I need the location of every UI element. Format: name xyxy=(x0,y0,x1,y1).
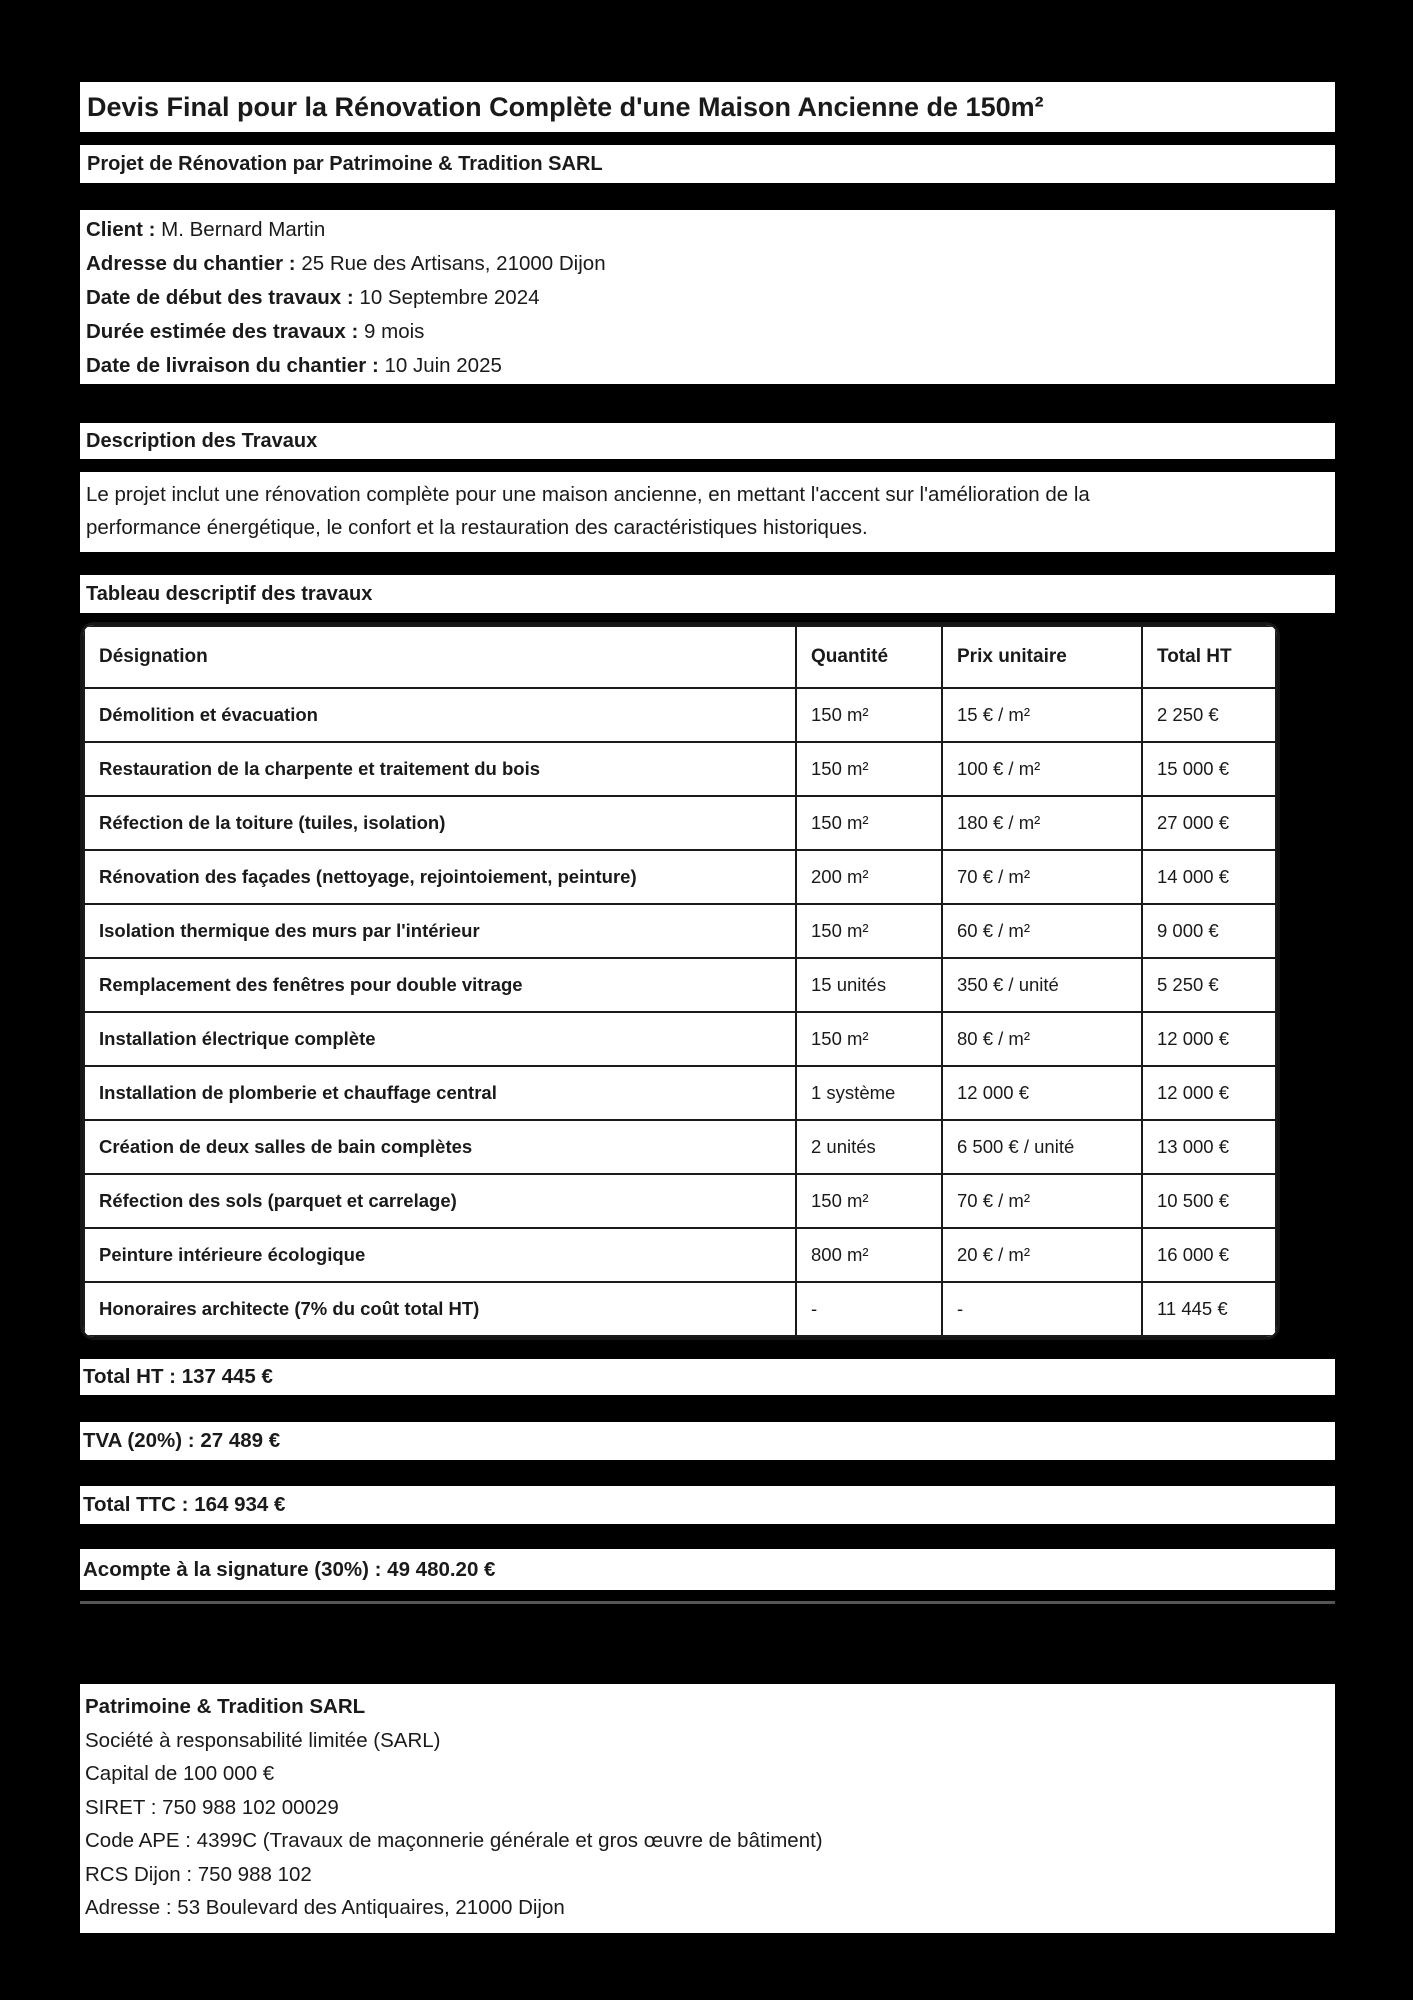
total-ht-line xyxy=(80,1359,1335,1395)
cell-designation: Réfection de la toiture (tuiles, isolation) xyxy=(84,796,796,850)
cell-total-ht: 9 000 € xyxy=(1142,904,1276,958)
cell-prix-unitaire: 15 € / m² xyxy=(942,688,1142,742)
table-row xyxy=(84,1120,1276,1174)
cell-designation: Rénovation des façades (nettoyage, rejointoiement, peinture) xyxy=(84,850,796,904)
cell-prix-unitaire: 80 € / m² xyxy=(942,1012,1142,1066)
table-row xyxy=(84,958,1276,1012)
cell-designation: Installation de plomberie et chauffage central xyxy=(84,1066,796,1120)
client-line xyxy=(86,281,1327,315)
cell-prix-unitaire: 70 € / m² xyxy=(942,1174,1142,1228)
table-row xyxy=(84,1282,1276,1336)
table-row xyxy=(84,742,1276,796)
client-value: M. Bernard Martin xyxy=(155,218,326,241)
cell-total-ht: 11 445 € xyxy=(1142,1282,1276,1336)
cell-prix-unitaire: 20 € / m² xyxy=(942,1228,1142,1282)
client-label: Durée estimée des travaux : xyxy=(86,320,359,343)
cell-total-ht: 14 000 € xyxy=(1142,850,1276,904)
client-line xyxy=(86,247,1327,281)
description-heading: Description des Travaux xyxy=(80,423,1335,459)
cell-prix-unitaire: 6 500 € / unité xyxy=(942,1120,1142,1174)
cell-quantite: 2 unités xyxy=(796,1120,942,1174)
document-subtitle: Projet de Rénovation par Patrimoine & Tradition SARL xyxy=(80,145,1335,183)
cell-total-ht: 27 000 € xyxy=(1142,796,1276,850)
cell-prix-unitaire: 100 € / m² xyxy=(942,742,1142,796)
cell-total-ht: 12 000 € xyxy=(1142,1012,1276,1066)
company-code-ape: Code APE : 4399C (Travaux de maçonnerie générale et gros œuvre de bâtiment) xyxy=(85,1829,823,1852)
table-row xyxy=(84,1066,1276,1120)
client-line xyxy=(86,315,1327,349)
cell-designation: Installation électrique complète xyxy=(84,1012,796,1066)
cell-total-ht: 16 000 € xyxy=(1142,1228,1276,1282)
cell-quantite: 150 m² xyxy=(796,904,942,958)
column-header-total-ht: Total HT xyxy=(1142,626,1276,688)
table-row xyxy=(84,850,1276,904)
cell-prix-unitaire: 180 € / m² xyxy=(942,796,1142,850)
cell-designation: Isolation thermique des murs par l'intérieur xyxy=(84,904,796,958)
cell-total-ht: 10 500 € xyxy=(1142,1174,1276,1228)
cell-prix-unitaire: 70 € / m² xyxy=(942,850,1142,904)
cell-prix-unitaire: 12 000 € xyxy=(942,1066,1142,1120)
cell-designation: Démolition et évacuation xyxy=(84,688,796,742)
client-label: Client : xyxy=(86,218,156,241)
cell-quantite: 200 m² xyxy=(796,850,942,904)
client-value: 10 Septembre 2024 xyxy=(353,286,540,309)
cell-prix-unitaire: 350 € / unité xyxy=(942,958,1142,1012)
company-name: Patrimoine & Tradition SARL xyxy=(85,1695,366,1718)
company-rcs: RCS Dijon : 750 988 102 xyxy=(85,1862,312,1886)
company-info-box xyxy=(80,1684,1335,1933)
cell-quantite: 15 unités xyxy=(796,958,942,1012)
client-line xyxy=(86,213,1327,247)
cell-designation: Peinture intérieure écologique xyxy=(84,1228,796,1282)
table-row xyxy=(84,688,1276,742)
acompte-label: Acompte à la signature (30%) : xyxy=(83,1558,382,1581)
cell-total-ht: 12 000 € xyxy=(1142,1066,1276,1120)
client-value: 25 Rue des Artisans, 21000 Dijon xyxy=(295,252,606,275)
table-row xyxy=(84,1012,1276,1066)
description-text: Le projet inclut une rénovation complète pour une maison ancienne, en mettant l'accent sur l'amélioration de la performance énergétique, le confort et la restauration des caractéristiques historiques. xyxy=(86,483,1090,539)
cell-total-ht: 5 250 € xyxy=(1142,958,1276,1012)
client-line xyxy=(86,349,1327,383)
cell-quantite: 150 m² xyxy=(796,1012,942,1066)
works-table xyxy=(80,622,1280,1340)
column-header-prix-unitaire: Prix unitaire xyxy=(942,626,1142,688)
cell-designation: Réfection des sols (parquet et carrelage) xyxy=(84,1174,796,1228)
column-header-designation: Désignation xyxy=(84,626,796,688)
tva-label: TVA (20%) : xyxy=(83,1429,195,1452)
cell-quantite: 1 système xyxy=(796,1066,942,1120)
column-header-quantite: Quantité xyxy=(796,626,942,688)
cell-quantite: 150 m² xyxy=(796,688,942,742)
acompte-line xyxy=(80,1549,1335,1590)
company-siret: SIRET : 750 988 102 00029 xyxy=(85,1795,339,1819)
cell-quantite: 800 m² xyxy=(796,1228,942,1282)
cell-quantite: 150 m² xyxy=(796,1174,942,1228)
cell-designation: Restauration de la charpente et traitement du bois xyxy=(84,742,796,796)
total-ht-value: 137 445 € xyxy=(176,1365,273,1388)
cell-designation: Remplacement des fenêtres pour double vitrage xyxy=(84,958,796,1012)
client-label: Adresse du chantier : xyxy=(86,252,296,275)
document-title: Devis Final pour la Rénovation Complète d'une Maison Ancienne de 150m² xyxy=(80,82,1335,132)
description-paragraph xyxy=(80,472,1335,552)
client-value: 10 Juin 2025 xyxy=(378,354,502,377)
cell-prix-unitaire: 60 € / m² xyxy=(942,904,1142,958)
cell-designation: Honoraires architecte (7% du coût total HT) xyxy=(84,1282,796,1336)
total-ttc-label: Total TTC : xyxy=(83,1493,189,1516)
tva-line xyxy=(80,1422,1335,1460)
acompte-value: 49 480.20 € xyxy=(381,1558,496,1581)
table-row xyxy=(84,1174,1276,1228)
table-row xyxy=(84,1228,1276,1282)
company-legal-form: Société à responsabilité limitée (SARL) xyxy=(85,1728,441,1752)
company-address: Adresse : 53 Boulevard des Antiquaires, 21000 Dijon xyxy=(85,1896,565,1919)
client-value: 9 mois xyxy=(358,320,425,343)
total-ttc-value: 164 934 € xyxy=(188,1493,286,1516)
cell-designation: Création de deux salles de bain complètes xyxy=(84,1120,796,1174)
horizontal-divider xyxy=(80,1601,1335,1604)
table-row xyxy=(84,796,1276,850)
company-capital: Capital de 100 000 € xyxy=(85,1762,275,1785)
cell-quantite: 150 m² xyxy=(796,796,942,850)
client-label: Date de début des travaux : xyxy=(86,286,354,309)
works-table-heading: Tableau descriptif des travaux xyxy=(80,575,1335,613)
cell-quantite: 150 m² xyxy=(796,742,942,796)
client-info-box xyxy=(80,210,1335,384)
total-ht-label: Total HT : xyxy=(83,1365,176,1388)
cell-total-ht: 2 250 € xyxy=(1142,688,1276,742)
cell-quantite: - xyxy=(796,1282,942,1336)
table-header-row xyxy=(84,626,1276,688)
cell-total-ht: 15 000 € xyxy=(1142,742,1276,796)
cell-total-ht: 13 000 € xyxy=(1142,1120,1276,1174)
table-row xyxy=(84,904,1276,958)
total-ttc-line xyxy=(80,1486,1335,1524)
tva-value: 27 489 € xyxy=(194,1429,281,1452)
client-label: Date de livraison du chantier : xyxy=(86,354,379,377)
cell-prix-unitaire: - xyxy=(942,1282,1142,1336)
